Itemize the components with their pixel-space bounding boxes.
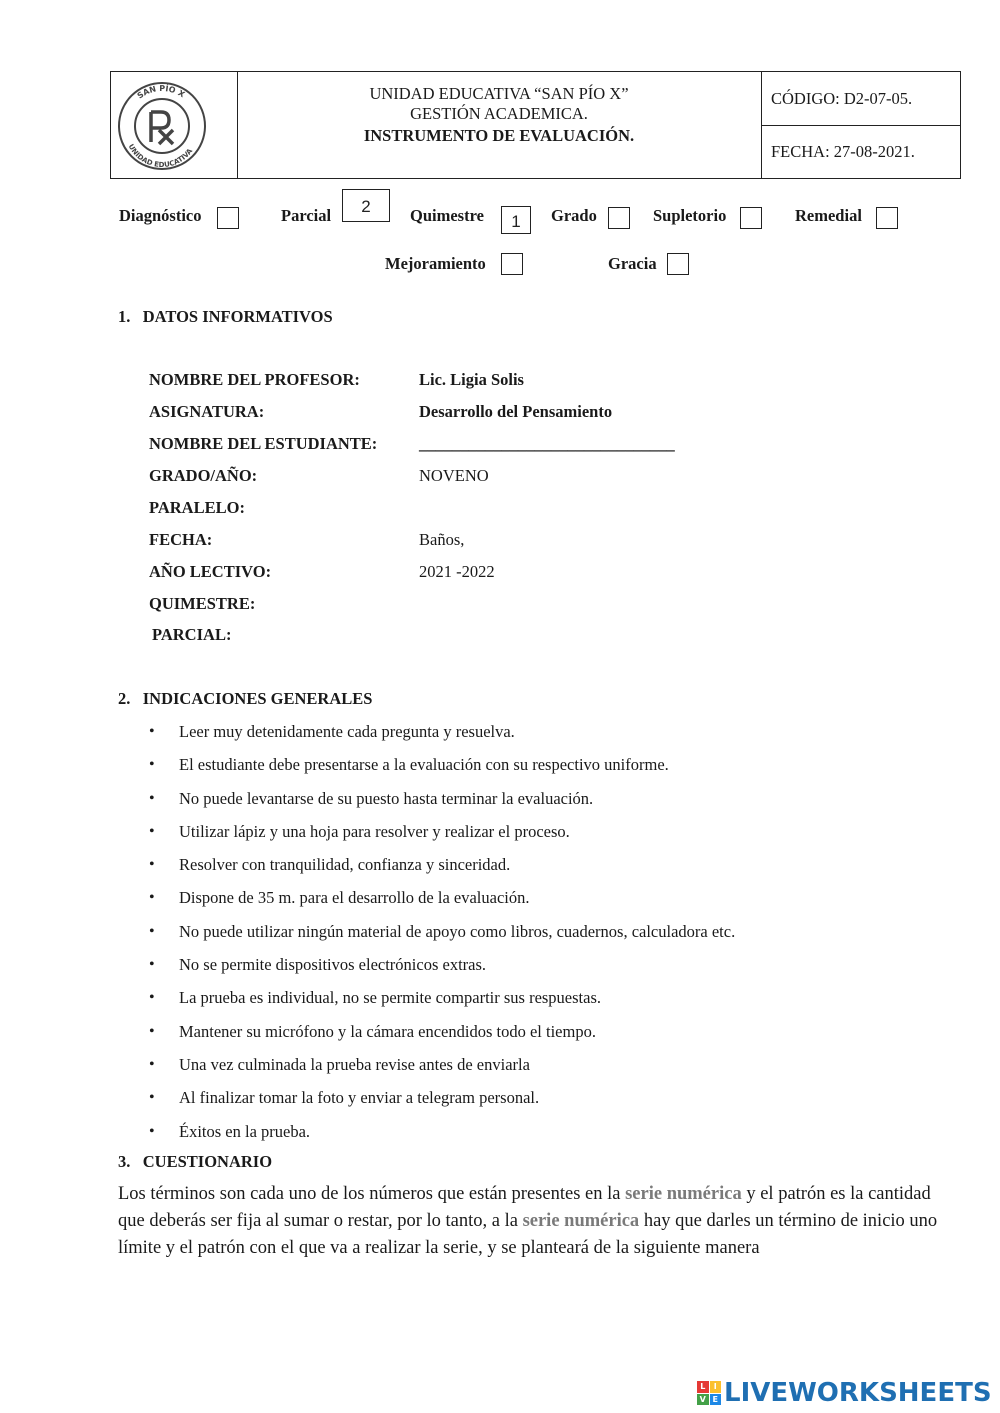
info-label-fecha: FECHA: — [149, 530, 213, 549]
grado-checkbox[interactable] — [608, 207, 630, 229]
info-label-quimestre: QUIMESTRE: — [149, 594, 256, 613]
diagnostico-label: Diagnóstico — [119, 206, 202, 225]
highlight-serie-numerica: serie numérica — [625, 1184, 742, 1204]
list-item: • Resolver con tranquilidad, confianza y sinceridad. — [149, 853, 735, 886]
info-label-grado: GRADO/AÑO: — [149, 466, 258, 485]
list-item: • Utilizar lápiz y una hoja para resolver y realizar el proceso. — [149, 820, 735, 853]
code-cell — [762, 72, 960, 126]
list-item: • No puede utilizar ningún material de apoyo como libros, cuadernos, calculadora etc. — [149, 920, 735, 953]
gracia-label: Gracia — [608, 254, 657, 273]
logo-cell — [111, 72, 238, 178]
seal-bottom-text: UNIDAD EDUCATIVA — [126, 142, 195, 170]
list-item: • No se permite dispositivos electrónicos extras. — [149, 953, 735, 986]
intro-text-1: Los términos son cada uno de los números que están presentes en la — [118, 1184, 626, 1204]
liveworksheets-wordmark: LIVEWORKSHEETS — [724, 1378, 992, 1408]
info-value-ano-lectivo: 2021 -2022 — [419, 562, 495, 581]
list-item: • Éxitos en la prueba. — [149, 1120, 735, 1153]
liveworksheets-brand — [697, 1377, 992, 1409]
liveworksheets-logo-icon: L I V E — [697, 1381, 721, 1405]
section-1-title: 1. DATOS INFORMATIVOS — [118, 307, 333, 326]
supletorio-checkbox[interactable] — [740, 207, 762, 229]
info-label-estudiante: NOMBRE DEL ESTUDIANTE: — [149, 434, 378, 453]
mejoramiento-label: Mejoramiento — [385, 254, 486, 273]
list-item: • No puede levantarse de su puesto hasta terminar la evaluación. — [149, 787, 735, 820]
intro-text-3: hay que darles un término de inicio uno límite y el patrón con el que va a realizar la serie, y se planteará de la siguiente manera — [118, 1211, 938, 1258]
quimestre-label: Quimestre — [410, 206, 484, 225]
school-name: UNIDAD EDUCATIVA “SAN PÍO X” — [369, 84, 629, 103]
academic-management: GESTIÓN ACADEMICA. — [410, 104, 588, 123]
svg-text:SAN PÍO X — [136, 82, 187, 100]
header-table — [110, 71, 961, 179]
list-item: • La prueba es individual, no se permite compartir sus respuestas. — [149, 986, 735, 1019]
highlight-serie-numerica: serie numérica — [522, 1211, 640, 1231]
section-3-title: 3. CUESTIONARIO — [118, 1152, 273, 1171]
questionnaire-intro — [118, 1181, 938, 1262]
info-label-profesor: NOMBRE DEL PROFESOR: — [149, 370, 360, 389]
list-item: • Leer muy detenidamente cada pregunta y resuelva. — [149, 720, 735, 753]
diagnostico-checkbox[interactable] — [217, 207, 239, 229]
parcial-input[interactable]: 2 — [342, 189, 390, 222]
remedial-label: Remedial — [795, 206, 862, 225]
remedial-checkbox[interactable] — [876, 207, 898, 229]
seal-top-text: SAN PÍO X — [135, 83, 187, 101]
info-value-asignatura: Desarrollo del Pensamiento — [419, 402, 613, 421]
info-value-grado: NOVENO — [419, 466, 489, 485]
parcial-label: Parcial — [281, 206, 332, 225]
list-item: • Una vez culminada la prueba revise antes de enviarla — [149, 1053, 735, 1086]
document-code: CÓDIGO: D2-07-05. — [771, 89, 913, 108]
info-label-asignatura: ASIGNATURA: — [149, 402, 265, 421]
supletorio-label: Supletorio — [653, 206, 727, 225]
list-item: • Dispone de 35 m. para el desarrollo de la evaluación. — [149, 886, 735, 919]
mejoramiento-checkbox[interactable] — [501, 253, 523, 275]
intro-text-2: y el patrón es la cantidad que deberás ser fija al sumar o restar, por lo tanto, a la — [118, 1184, 931, 1231]
list-item: • Al finalizar tomar la foto y enviar a telegram personal. — [149, 1086, 735, 1119]
school-seal-logo — [111, 72, 237, 178]
list-item: • Mantener su micrófono y la cámara encendidos todo el tiempo. — [149, 1020, 735, 1053]
section-2-title: 2. INDICACIONES GENERALES — [118, 689, 373, 708]
grado-label: Grado — [551, 206, 597, 225]
svg-text:UNIDAD EDUCATIVA — [127, 143, 195, 169]
info-label-parcial: PARCIAL: — [152, 625, 232, 644]
info-label-paralelo: PARALELO: — [149, 498, 245, 517]
info-value-fecha: Baños, — [419, 530, 465, 549]
gracia-checkbox[interactable] — [667, 253, 689, 275]
info-label-ano-lectivo: AÑO LECTIVO: — [149, 562, 272, 581]
document-title: INSTRUMENTO DE EVALUACIÓN. — [363, 126, 635, 145]
info-value-profesor: Lic. Ligia Solis — [419, 370, 524, 389]
date-cell — [762, 126, 960, 178]
list-item: • El estudiante debe presentarse a la evaluación con su respectivo uniforme. — [149, 753, 735, 786]
header-title-cell — [237, 72, 762, 178]
instructions-list — [149, 720, 735, 1153]
quimestre-input[interactable]: 1 — [501, 206, 531, 234]
student-name-field[interactable]: _______________________________ — [419, 434, 675, 453]
document-date: FECHA: 27-08-2021. — [771, 142, 915, 161]
